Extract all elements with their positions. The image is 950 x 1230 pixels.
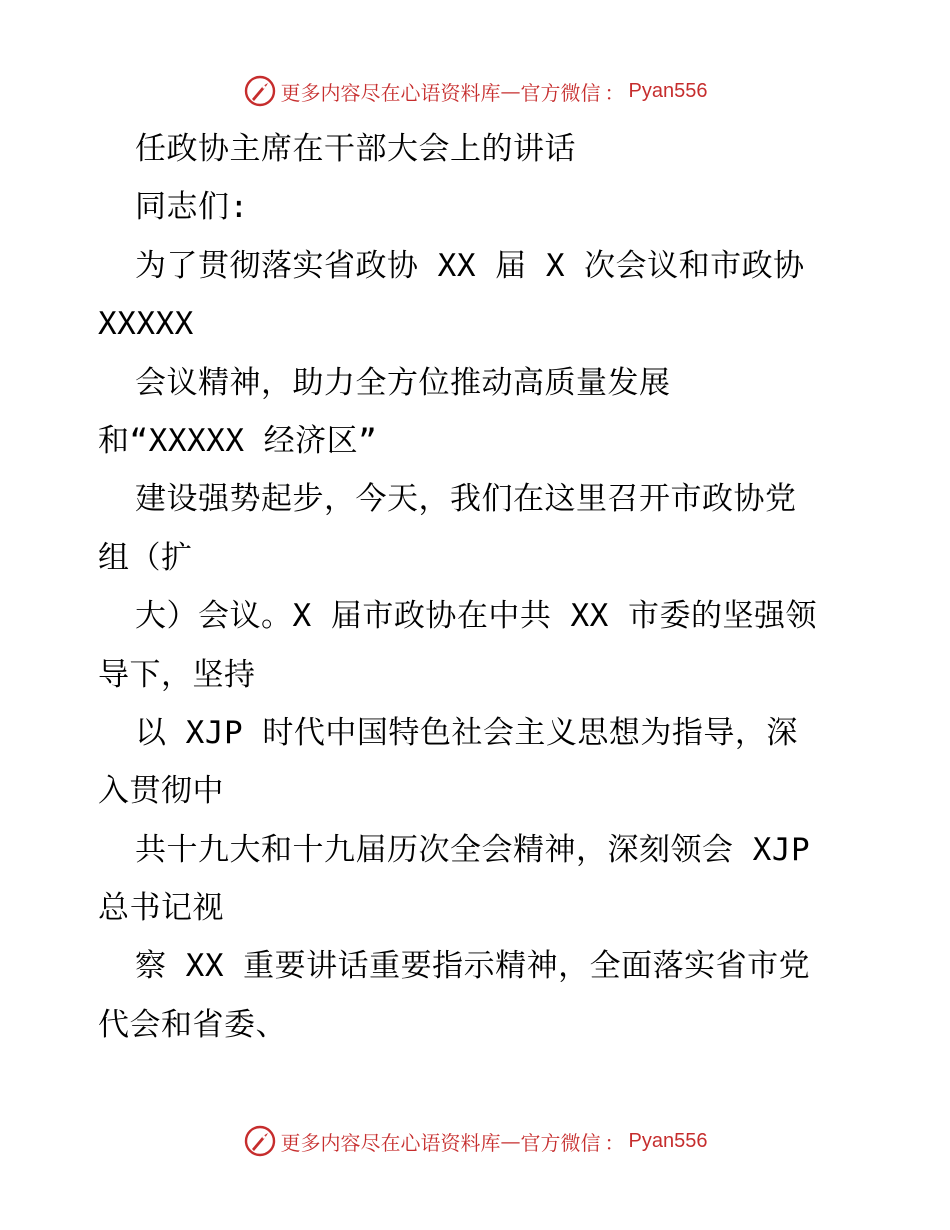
paragraph-line: 总书记视 (98, 890, 224, 927)
paragraph-line: 共十九大和十九届历次全会精神，深刻领会 XJP (135, 831, 811, 868)
salutation: 同志们: (135, 189, 249, 226)
paragraph-line: 建设强势起步，今天，我们在这里召开市政协党 (135, 481, 797, 518)
paragraph-line: 入贯彻中 (98, 773, 224, 810)
watermark-wechat-label: 官方微信 (520, 80, 601, 105)
paragraph-line: 以 XJP 时代中国特色社会主义思想为指导，深 (135, 714, 798, 751)
paragraph-line: 大）会议。X 届市政协在中共 XX 市委的坚强领 (135, 598, 817, 635)
footer-watermark (0, 1124, 950, 1158)
paragraph-line: 组（扩 (98, 539, 193, 576)
watermark-wechat-label: 官方微信 (520, 1130, 601, 1155)
pen-nib-icon (243, 74, 277, 108)
pen-nib-icon (243, 1124, 277, 1158)
watermark-separator: ： (604, 1130, 625, 1155)
watermark-site-text: 更多内容尽在心语资料库 (280, 1130, 501, 1155)
paragraph-line: 导下，坚持 (98, 656, 256, 693)
document-title: 任政协主席在干部大会上的讲话 (135, 131, 576, 167)
paragraph-line: 和“XXXXX 经济区” (98, 422, 378, 459)
document-body (98, 120, 868, 1054)
paragraph-line: 为了贯彻落实省政协 XX 届 X 次会议和市政协 (135, 247, 805, 284)
paragraph-line: XXXXX (98, 306, 194, 343)
watermark-dash: — (500, 1129, 521, 1153)
watermark-account: Pyan556 (628, 79, 708, 102)
watermark-separator: ： (604, 80, 625, 105)
paragraph-line: 察 XX 重要讲话重要指示精神，全面落实省市党 (135, 948, 811, 985)
watermark-site-text: 更多内容尽在心语资料库 (280, 80, 501, 105)
header-watermark (0, 74, 950, 108)
paragraph-line: 代会和省委、 (98, 1006, 287, 1043)
watermark-account: Pyan556 (628, 1129, 708, 1152)
watermark-dash: — (500, 79, 521, 103)
paragraph-line: 会议精神，助力全方位推动高质量发展 (135, 364, 671, 401)
